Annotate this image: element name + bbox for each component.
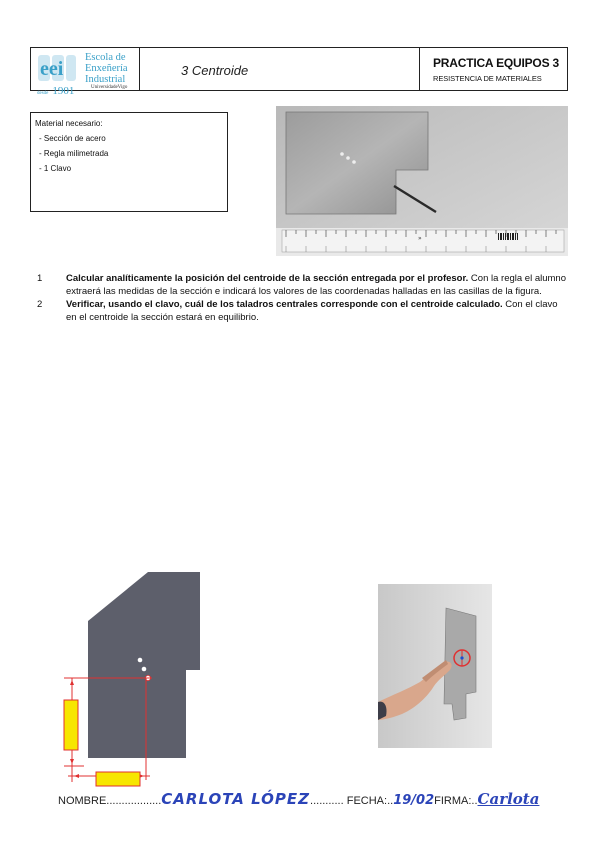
firma-label: FIRMA: [434,795,472,807]
instruction-item [30,298,570,324]
school-name [85,52,128,85]
section-ruler-photo [276,106,568,256]
fecha-label: FECHA: [346,795,388,807]
section-figure [60,566,230,790]
nombre-value[interactable]: CARLOTA LÓPEZ [161,790,311,808]
instruction-number: 2 [37,299,43,310]
page-title: 3 Centroide [181,63,249,78]
practice-title: PRACTICA EQUIPOS 3 [433,56,559,70]
steel-section-shape [88,572,200,758]
centroid-y-box [64,700,78,750]
drill-hole [138,658,143,663]
header-title-cell [139,48,420,90]
school-line: Industrial [85,74,126,85]
instructions [30,272,570,324]
svg-text:eei: eei [40,58,64,80]
fecha-value[interactable]: 19/02 [393,793,435,808]
list-item: - 1 Clavo [39,164,72,173]
instruction-text [66,272,570,298]
practice-subtitle: RESISTENCIA DE MATERIALES [433,74,542,83]
instruction-bold: Verificar, usando el clavo, cuál de los taladros centrales corresponde con el centroide calculado. [66,299,503,310]
dotted-fill: ........... [310,795,344,807]
dotted-fill: .. [471,795,478,807]
instruction-body: Con la regla el alumno extraerá las medidas de la sección e indicará los valores de las coordenadas halladas en las casillas de la figura. [66,273,566,297]
school-line: Enxeñería [85,63,128,74]
year-value: 1901 [52,85,75,97]
centroid-x-box [96,772,140,786]
dotted-fill: .................. [106,795,162,807]
since-year [37,81,74,99]
firma-value[interactable]: Carlota [477,790,540,808]
school-line: Escola de [85,52,126,63]
school-logo [31,48,140,97]
equilibrium-photo [378,584,492,748]
drill-hole [142,667,147,672]
dotted-fill: .. [387,795,394,807]
instruction-body: Con el clavo en el centroide la sección estará en equilibrio. [66,299,558,323]
university-name: UniversidadeVigo [91,85,128,90]
signature-line [58,790,539,808]
instruction-number: 1 [37,273,43,284]
header-practice-cell [419,48,567,90]
svg-text:»: » [418,235,422,242]
header [30,47,568,97]
instruction-item [30,272,570,298]
materials-box [30,112,228,212]
instruction-text [66,298,570,324]
materials-list [35,131,223,176]
since-label: desde [37,91,49,96]
list-item: - Sección de acero [39,134,106,143]
instruction-bold: Calcular analíticamente la posición del centroide de la sección entregada por el profesor. [66,273,469,284]
materials-heading: Material necesario: [35,119,103,128]
list-item: - Regla milimetrada [39,149,109,158]
nombre-label: NOMBRE [58,795,107,807]
